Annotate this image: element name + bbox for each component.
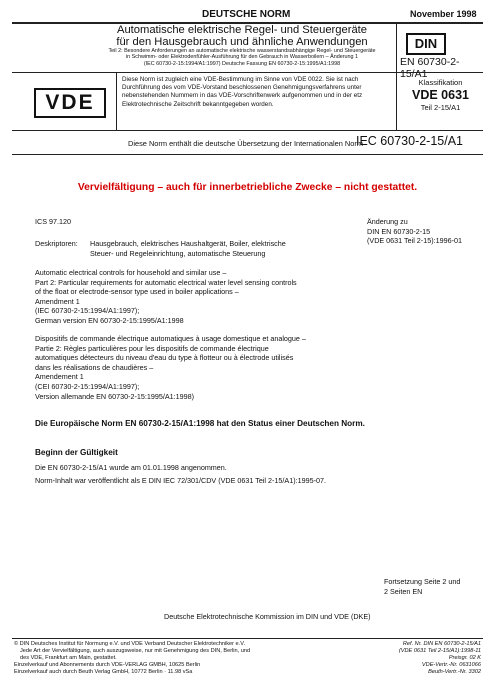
english-line-4: Amendment 1 [35, 296, 80, 306]
change-line-2: DIN EN 60730-2-15 [367, 226, 431, 236]
english-line-6: German version EN 60730-2-15:1995/A1:1998 [35, 315, 184, 325]
translation-note: Diese Norm enthält die deutsche Übersetzung der Internationalen Norm [128, 139, 363, 148]
copy-warning: Vervielfältigung – auch für innerbetriebliche Zwecke – nicht gestattet. [77, 182, 418, 193]
descriptors-line-2: Steuer- und Regeleinrichtung, automatische Steuerung [90, 248, 266, 258]
change-line-1: Änderung zu [367, 217, 408, 226]
descriptors-text [90, 239, 286, 258]
vde-logo: VDE [34, 88, 106, 118]
french-line-5: Amendement 1 [35, 372, 84, 382]
vde-bottom-rule [12, 130, 483, 131]
vde-right-divider [396, 72, 397, 130]
footer-rule [12, 638, 483, 639]
french-line-3: automatiques détecteurs du niveau d'eau du type à flotteur ou à électrode utilisés [35, 353, 294, 363]
footer-left-line-3: des VDE, Frankfurt am Main, gestattet. [20, 655, 117, 661]
footer-left [14, 641, 250, 676]
french-line-4: dans les réalisations de chaudières – [35, 362, 154, 372]
subtitle-line-2: in Schwimm- oder Elektrodenfühler-Ausführung für den Gebrauch in Wasserboilern – Änderung 1 [125, 54, 359, 61]
continuation-note [384, 577, 460, 596]
classification-label: Klassifikation [418, 78, 463, 87]
subtitle-line-1: Teil 2: Besondere Anforderungen an automatische elektrische wasserstandsabhängige Regel- und Steuergeräte [108, 48, 376, 54]
classification [398, 78, 483, 113]
din-logo: DIN [406, 33, 446, 55]
english-line-2: Part 2: Particular requirements for automatic electrical water level sensing controls [35, 277, 297, 287]
english-line-5: (IEC 60730-2-15:1994/A1:1997); [35, 306, 140, 316]
change-line-3: (VDE 0631 Teil 2-15):1996-01 [367, 236, 462, 246]
footer-right-line-3: Preisgr. 02 K [448, 655, 481, 661]
vde-teil: Teil 2-15/A1 [420, 103, 461, 112]
title-line-1: Automatische elektrische Regel- und Steuergeräte [117, 24, 367, 36]
validity-heading: Beginn der Gültigkeit [35, 448, 118, 457]
english-title [35, 268, 297, 326]
header-bottom-rule [12, 72, 483, 73]
vde-text [122, 76, 394, 109]
issue-date: November 1998 [410, 9, 477, 19]
continuation-line-1: Fortsetzung Seite 2 und [384, 577, 461, 586]
french-title [35, 334, 306, 401]
footer-left-line-1: © DIN Deutsches Institut für Normung e.V. und VDE Verband Deutscher Elektrotechniker e.V. [14, 641, 245, 647]
english-line-3: of the float or electrode-sensor type used in boiler applications – [35, 287, 239, 297]
commission: Deutsche Elektrotechnische Kommission im DIN und VDE (DKE) [164, 612, 371, 621]
validity-line-2: Norm-Inhalt war veröffentlicht als E DIN IEC 72/301/CDV (VDE 0631 Teil 2-15/A1):1995-07. [35, 476, 326, 485]
translation-rule [12, 154, 483, 155]
french-line-7: Version allemande EN 60730-2-15:1995/A1:1998) [35, 391, 195, 401]
vde-number: VDE 0631 [412, 88, 469, 102]
document-page [12, 10, 483, 690]
footer-left-line-4: Einzelverkauf und Abonnements durch VDE-VERLAG GMBH, 10625 Berlin [14, 662, 201, 668]
footer-left-line-5: Einzelverkauf auch durch Beuth Verlag GmbH, 10772 Berlin · 11.98 vSa [14, 669, 193, 675]
footer-right-line-1: Ref. Nr. DIN EN 60730-2-15/A1 [402, 641, 481, 647]
iec-number: IEC 60730-2-15/A1 [356, 134, 464, 148]
validity-line-1: Die EN 60730-2-15/A1 wurde am 01.01.1998 angenommen. [35, 463, 227, 472]
vde-left-divider [116, 72, 117, 130]
norm-label: DEUTSCHE NORM [202, 9, 291, 20]
change-note [367, 217, 462, 246]
status-statement: Die Europäische Norm EN 60730-2-15/A1:1998 hat den Status einer Deutschen Norm. [35, 419, 365, 428]
continuation-line-2: 2 Seiten EN [384, 586, 423, 596]
vde-text-line-3: nebenstehenden Nummern in das VDE-Vorschriftenwerk aufgenommen und in der etz [122, 92, 363, 100]
french-line-1: Dispositifs de commande électrique automatiques à usage domestique et analogue – [35, 334, 306, 343]
vde-text-line-1: Diese Norm ist zugleich eine VDE-Bestimmung im Sinne von VDE 0022. Sie ist nach [122, 76, 359, 83]
footer-right [399, 641, 481, 676]
french-line-2: Partie 2: Règles particulières pour les dispositifs de commande électrique [35, 343, 269, 353]
vde-text-line-4: Elektrotechnische Zeitschrift bekanntgegeben worden. [122, 100, 274, 108]
french-line-6: (CEI 60730-2-15:1994/A1:1997); [35, 381, 140, 391]
descriptors-label: Deskriptoren: [35, 239, 78, 248]
norm-number: EN 60730-2-15/A1 [400, 56, 460, 80]
title-line-2: für den Hausgebrauch und ähnliche Anwendungen [116, 36, 368, 48]
footer-right-line-4: VDE-Vertr.-Nr. 0631066 [421, 662, 481, 668]
footer-right-line-2: (VDE 0631 Teil 2-15/A1):1998-11 [398, 648, 481, 654]
footer-left-line-2: Jede Art der Vervielfältigung, auch auszugsweise, nur mit Genehmigung des DIN, Berlin, und [20, 648, 251, 654]
document-title [92, 24, 392, 67]
vde-text-line-2: Durchführung des vom VDE-Vorstand beschlossenen Genehmigungsverfahrens unter [122, 84, 362, 92]
descriptors-line-1: Hausgebrauch, elektrisches Haushaltgerät, Boiler, elektrische [90, 239, 286, 248]
ics-code: ICS 97.120 [35, 217, 71, 226]
english-line-1: Automatic electrical controls for household and similar use – [35, 268, 227, 277]
subtitle-line-3: (IEC 60730-2-15:1994/A1:1997) Deutsche Fassung EN 60730-2-15:1995/A1:1998 [143, 60, 341, 67]
footer-right-line-5: Beuth-Vertr.-Nr. 3302 [428, 669, 481, 675]
header-divider [396, 22, 397, 72]
